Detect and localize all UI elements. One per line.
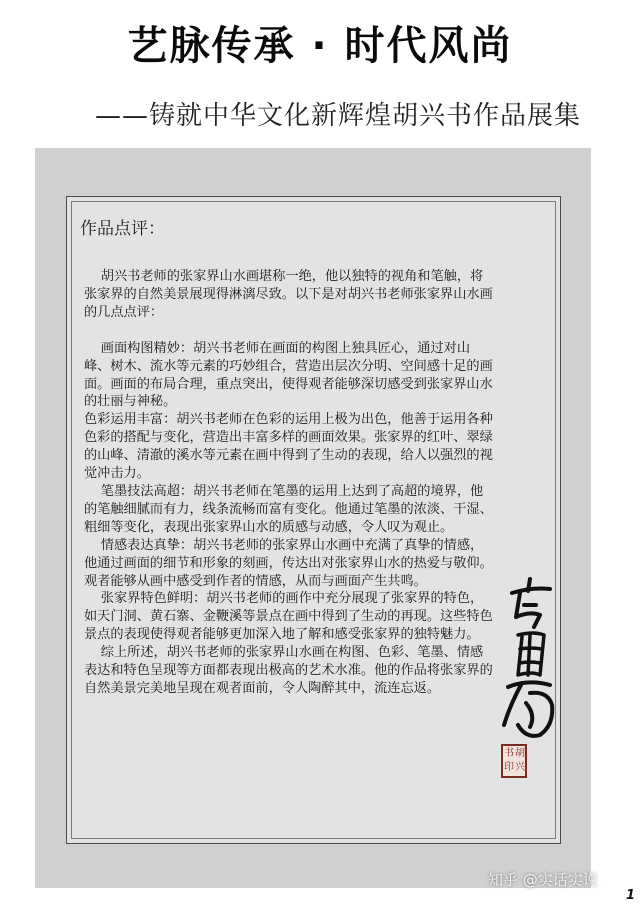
- artist-seal: [501, 744, 527, 778]
- review-paragraph: 画面构图精妙：胡兴书老师在画面的构图上独具匠心，通过对山峰、树木、流水等元素的巧妙组合，营造出层次分明、空间感十足的画面。画面的布局合理，重点突出，使得观者能够深切感受到张家界山水的壮丽与神秘。: [84, 340, 493, 410]
- calligraphy-signature: [500, 575, 562, 740]
- seal-char: 印: [504, 762, 514, 773]
- page-subtitle: ——铸就中华文化新辉煌胡兴书作品展集: [95, 101, 582, 131]
- review-heading: 作品点评：: [80, 219, 165, 239]
- review-paragraph: 胡兴书老师的张家界山水画堪称一绝，他以独特的视角和笔触，将张家界的自然美景展现得淋漓尽致。以下是对胡兴书老师张家界山水画的几点点评：: [84, 269, 493, 320]
- review-paragraph: 综上所述，胡兴书老师的张家界山水画在构图、色彩、笔墨、情感表达和特色呈现等方面都表现出极高的艺术水准。他的作品将张家界的自然美景完美地呈现在观者面前，令人陶醉其中，流连忘返。: [84, 645, 493, 696]
- seal-char: 胡: [515, 748, 525, 759]
- page-title: 艺脉传承 · 时代风尚: [127, 23, 513, 69]
- review-paragraph: 色彩运用丰富：胡兴书老师在色彩的运用上极为出色，他善于运用各种色彩的搭配与变化，营造出丰富多样的画面效果。张家界的红叶、翠绿的山峰、清澈的溪水等元素在画中得到了生动的表现，给人以强烈的视觉冲击力。: [84, 412, 493, 482]
- page-number: 1: [626, 888, 636, 903]
- review-body: [84, 268, 494, 698]
- seal-char: 兴: [515, 762, 525, 773]
- review-paragraph: 张家界特色鲜明：胡兴书老师的画作中充分展现了张家界的特色，如天门洞、黄石寨、金鞭溪等景点在画中得到了生动的再现。这些特色景点的表现使得观者能够更加深入地了解和感受张家界的独特魅力。: [84, 591, 493, 643]
- review-paragraph: 笔墨技法高超：胡兴书老师在笔墨的运用上达到了高超的境界，他的笔触细腻而有力，线条流畅而富有变化。他通过笔墨的浓淡、干湿、粗细等变化，表现出张家界山水的质感与动感，令人叹为观止。: [84, 483, 493, 535]
- review-paragraph: 情感表达真挚：胡兴书老师的张家界山水画中充满了真挚的情感，他通过画面的细节和形象的刻画，传达出对张家界山水的热爱与敬仰。观者能够从画中感受到作者的情感，从而与画面产生共鸣。: [84, 537, 493, 589]
- zhihu-watermark: 知乎 @实话实说: [488, 871, 598, 889]
- seal-char: 书: [504, 748, 514, 759]
